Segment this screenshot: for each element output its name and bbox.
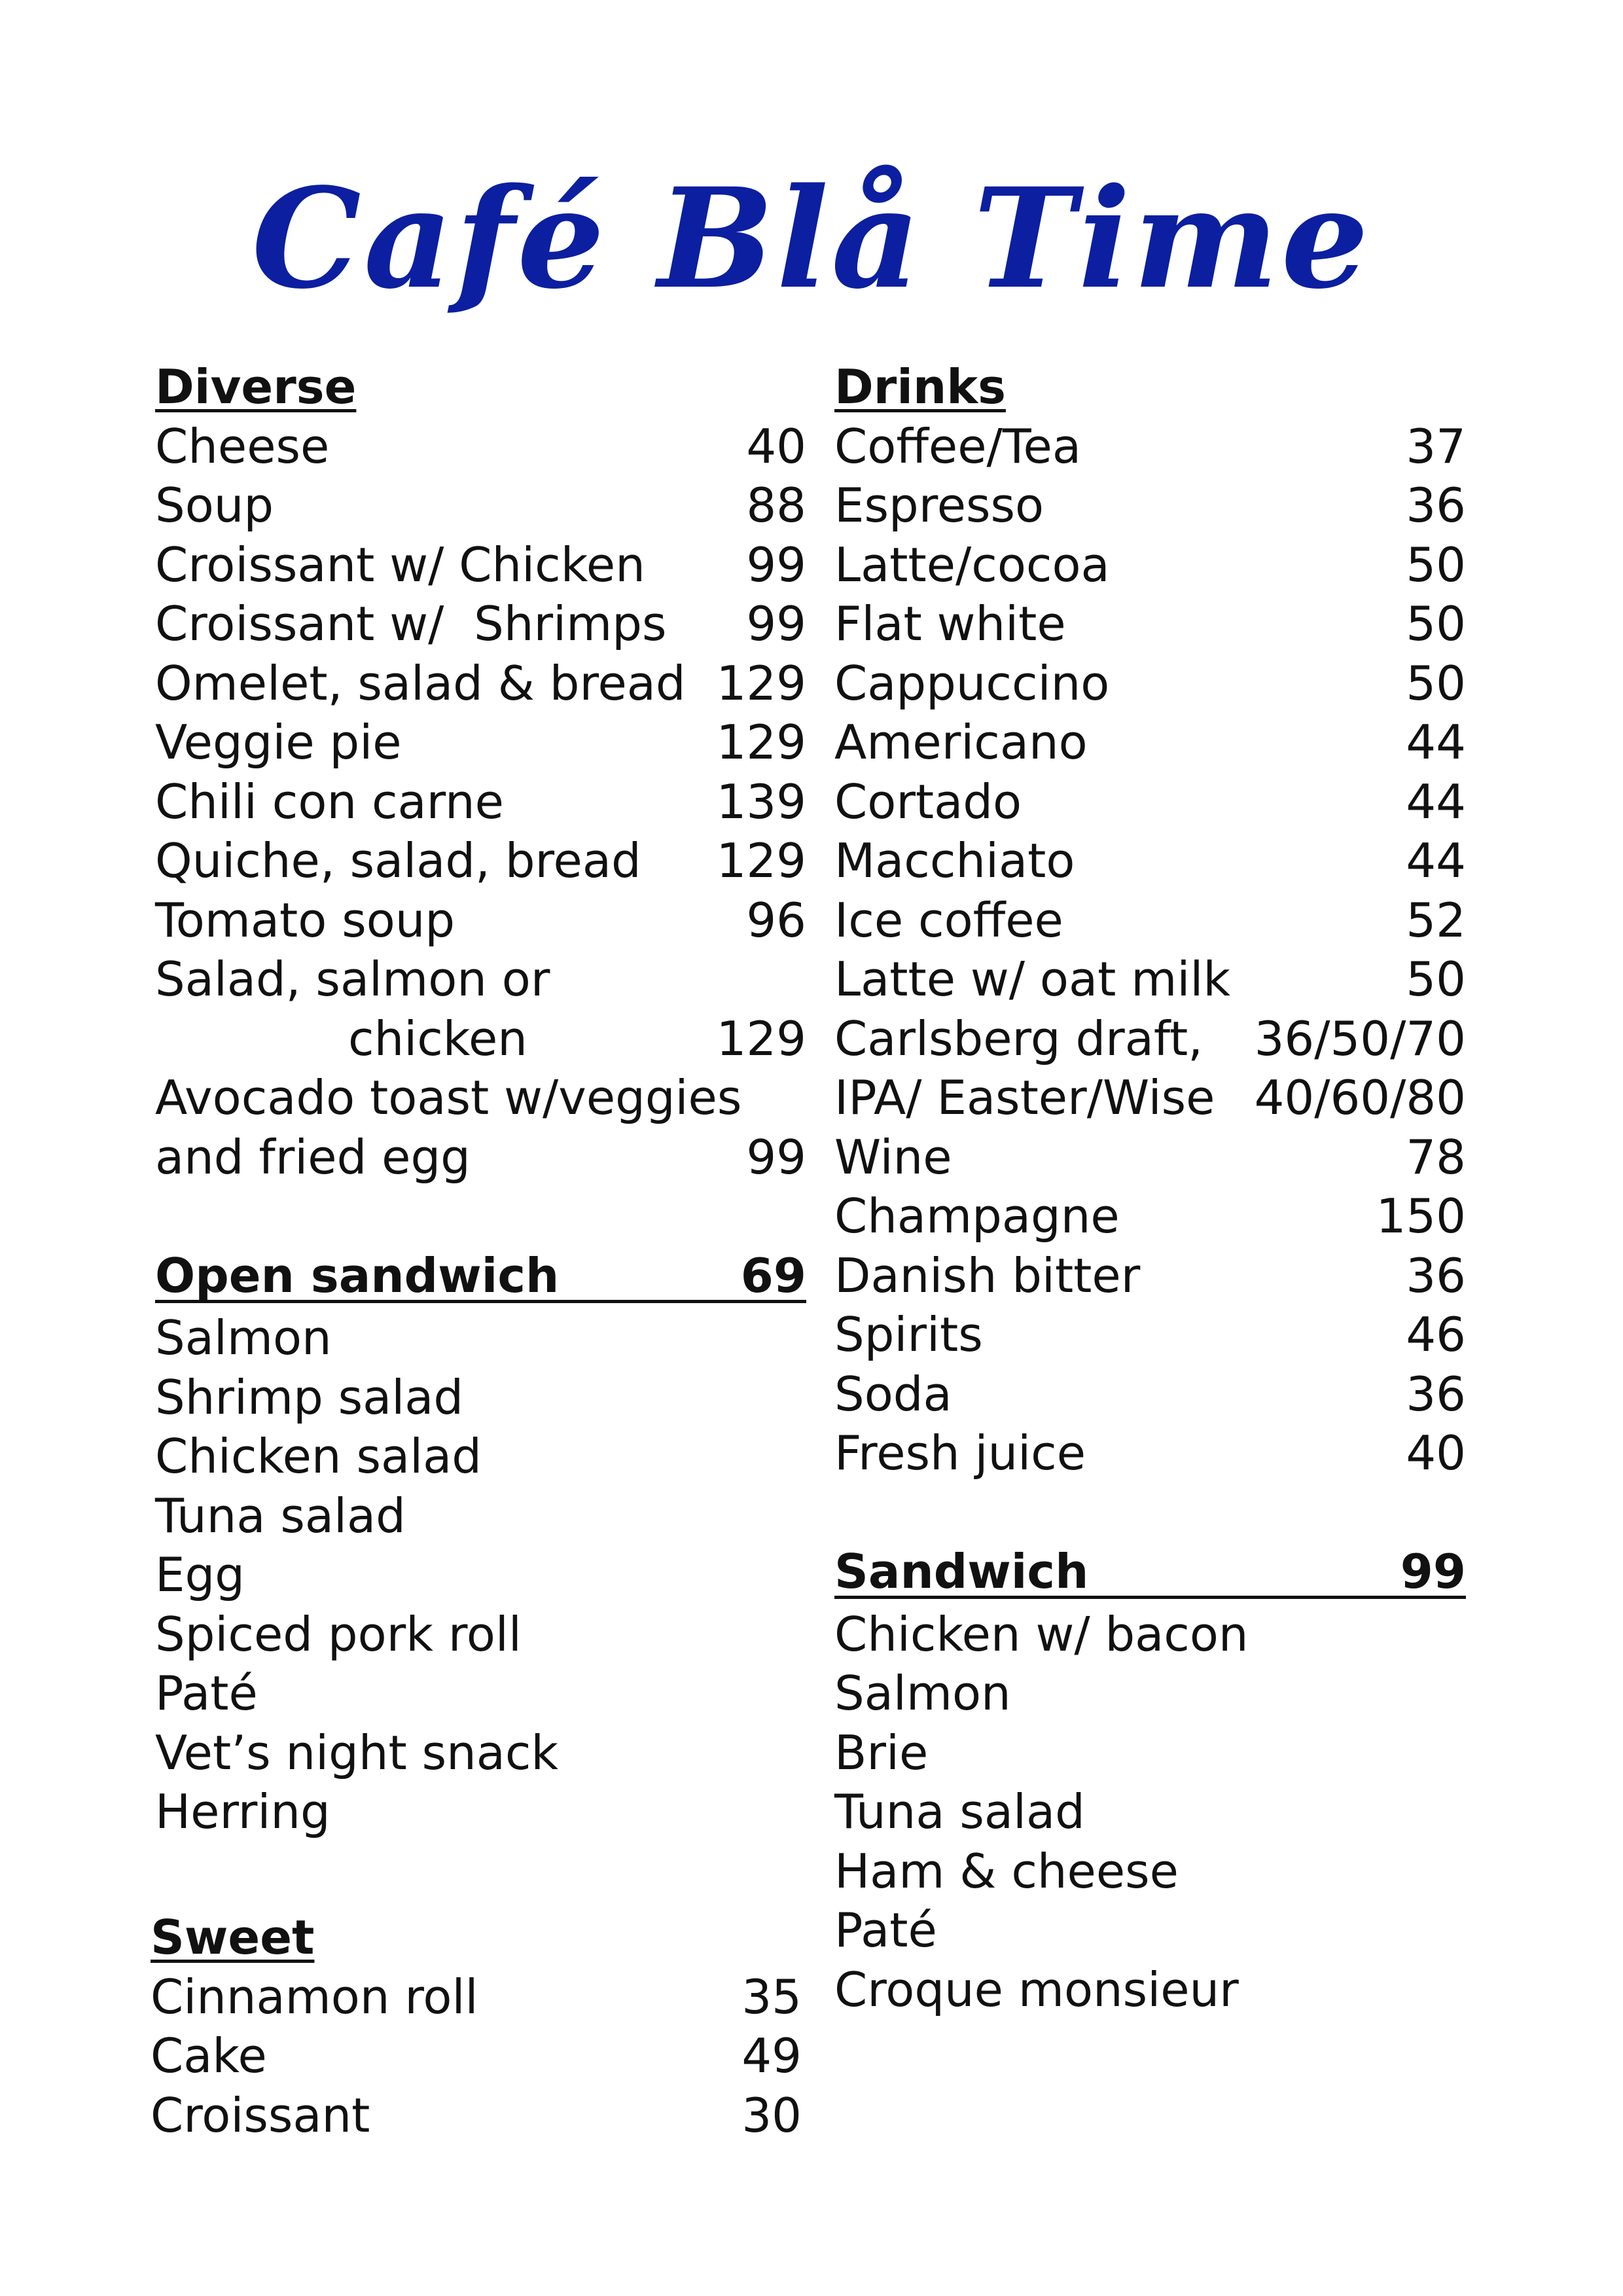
menu-item	[834, 1605, 1466, 1664]
item-price: 88	[746, 478, 806, 533]
menu-item	[834, 1424, 1466, 1483]
item-name: Croissant	[151, 2087, 370, 2143]
menu-item	[834, 1664, 1466, 1723]
item-name: Cake	[151, 2028, 267, 2083]
item-price: 40/60/80	[1254, 1070, 1466, 1125]
menu-item	[834, 594, 1466, 654]
section-gap	[834, 1483, 1466, 1543]
item-name: Shrimp salad	[155, 1369, 464, 1425]
item-name: Cinnamon roll	[151, 1969, 478, 2024]
item-price: 78	[1406, 1129, 1466, 1185]
item-name: Fresh juice	[834, 1426, 1086, 1480]
menu-item	[155, 1605, 806, 1664]
item-price: 150	[1376, 1189, 1466, 1244]
item-name: Paté	[155, 1666, 258, 1721]
menu-item	[834, 1128, 1466, 1187]
item-name: Salad, salmon or	[155, 952, 550, 1007]
item-name: Danish bitter	[834, 1247, 1141, 1303]
item-name: Croissant w/ Chicken	[155, 537, 645, 592]
item-price: 36	[1406, 1366, 1466, 1422]
menu-item	[834, 1246, 1466, 1306]
item-price: 36/50/70	[1254, 1011, 1466, 1066]
menu-item	[155, 713, 806, 772]
menu-item	[155, 1009, 806, 1069]
menu-item	[155, 1368, 806, 1427]
menu-item	[151, 2086, 802, 2145]
item-name: Salmon	[155, 1310, 332, 1365]
menu-item	[155, 950, 806, 1009]
menu-item	[155, 535, 806, 595]
menu-item	[151, 1967, 802, 2027]
menu-item	[151, 2026, 802, 2086]
menu-item	[834, 1068, 1466, 1128]
item-name: Coffee/Tea	[834, 418, 1081, 474]
item-name: Salmon	[834, 1666, 1011, 1721]
item-name: Croissant w/ Shrimps	[155, 596, 667, 651]
sweet-heading-label: Sweet	[151, 1910, 315, 1965]
item-price: 129	[716, 833, 806, 888]
menu-item	[155, 654, 806, 713]
item-name: Cortado	[834, 774, 1022, 829]
item-name: chicken	[348, 1011, 527, 1066]
diverse-heading	[155, 357, 806, 417]
item-price: 50	[1406, 952, 1466, 1007]
item-name: Cheese	[155, 418, 330, 474]
item-name: Spirits	[834, 1307, 983, 1362]
menu-item	[155, 1427, 806, 1486]
menu-item	[834, 831, 1466, 891]
open-sandwich-heading	[155, 1246, 806, 1303]
sweet-section	[151, 1908, 802, 2145]
item-price: 96	[746, 892, 806, 948]
item-name: Macchiato	[834, 833, 1075, 888]
menu-item	[155, 772, 806, 832]
menu-item	[155, 1782, 806, 1842]
menu-item	[155, 1545, 806, 1605]
item-name: Carlsberg draft,	[834, 1011, 1204, 1066]
drinks-heading-label: Drinks	[834, 359, 1006, 414]
item-name: Quiche, salad, bread	[155, 833, 641, 888]
item-price: 36	[1406, 1247, 1466, 1303]
item-price: 52	[1406, 892, 1466, 948]
sweet-list	[151, 1967, 802, 2145]
diverse-heading-label: Diverse	[155, 359, 357, 414]
item-name: Soup	[155, 478, 274, 533]
item-price: 99	[746, 1129, 806, 1185]
item-price: 49	[741, 2028, 802, 2083]
menu-item	[834, 535, 1466, 595]
item-name: Paté	[834, 1903, 937, 1958]
sandwich-list	[834, 1605, 1466, 2020]
open-sandwich-price: 69	[740, 1247, 806, 1303]
menu-item	[155, 1128, 806, 1187]
menu-item	[155, 476, 806, 535]
item-name: Soda	[834, 1366, 952, 1422]
menu-item	[155, 417, 806, 476]
menu-item	[834, 654, 1466, 713]
item-name: Champagne	[834, 1189, 1120, 1244]
item-price: 44	[1406, 774, 1466, 829]
open-sandwich-heading-label: Open sandwich	[155, 1247, 560, 1303]
item-name: Croque monsieur	[834, 1962, 1239, 2017]
item-name: Chicken w/ bacon	[834, 1606, 1249, 1662]
item-name: Tuna salad	[155, 1488, 406, 1543]
item-price: 46	[1406, 1307, 1466, 1362]
item-price: 40	[746, 418, 806, 474]
item-name: Veggie pie	[155, 715, 402, 770]
menu-item	[834, 476, 1466, 535]
item-price: 99	[746, 537, 806, 592]
item-name: Latte/cocoa	[834, 537, 1110, 592]
menu-item	[155, 594, 806, 654]
menu-item	[155, 1486, 806, 1546]
sandwich-heading-label: Sandwich	[834, 1544, 1089, 1599]
item-name: Chili con carne	[155, 774, 504, 829]
item-name: Latte w/ oat milk	[834, 952, 1231, 1007]
item-price: 50	[1406, 655, 1466, 711]
item-name: Brie	[834, 1725, 929, 1780]
item-name: Vet’s night snack	[155, 1725, 559, 1780]
item-price: 36	[1406, 478, 1466, 533]
menu-item	[834, 713, 1466, 772]
menu-item	[155, 1723, 806, 1783]
item-name: Tomato soup	[155, 892, 455, 948]
item-name: IPA/ Easter/Wise	[834, 1070, 1215, 1125]
item-name: Tuna salad	[834, 1784, 1085, 1839]
menu-item	[155, 1664, 806, 1723]
item-price: 129	[716, 655, 806, 711]
item-price: 35	[741, 1969, 802, 2024]
sandwich-price: 99	[1400, 1544, 1466, 1599]
menu-item	[834, 1365, 1466, 1424]
item-price: 44	[1406, 715, 1466, 770]
item-price: 50	[1406, 596, 1466, 651]
item-name: Spiced pork roll	[155, 1606, 522, 1662]
item-name: Avocado toast w/veggies	[155, 1070, 742, 1125]
item-name: Americano	[834, 715, 1088, 770]
item-price: 40	[1406, 1426, 1466, 1480]
item-name: Omelet, salad & bread	[155, 655, 686, 711]
cafe-title: Café Blå Time	[251, 158, 1372, 319]
item-name: Ham & cheese	[834, 1843, 1179, 1899]
menu-item	[834, 1782, 1466, 1842]
item-price: 30	[741, 2087, 802, 2143]
menu-item	[834, 1901, 1466, 1960]
sweet-heading	[151, 1908, 802, 1967]
menu-item	[155, 1068, 806, 1128]
menu-item	[155, 831, 806, 891]
menu-item	[155, 1308, 806, 1368]
menu-item	[834, 1187, 1466, 1246]
item-price: 37	[1406, 418, 1466, 474]
item-name: Ice coffee	[834, 892, 1063, 948]
item-price: 129	[716, 715, 806, 770]
menu-item	[834, 417, 1466, 476]
item-name: Chicken salad	[155, 1429, 482, 1484]
item-price: 44	[1406, 833, 1466, 888]
item-name: Herring	[155, 1784, 330, 1839]
item-price: 99	[746, 596, 806, 651]
menu-item	[834, 1723, 1466, 1783]
menu-item	[155, 891, 806, 950]
item-price: 129	[716, 1011, 806, 1066]
menu-item	[834, 1009, 1466, 1069]
menu-item	[834, 1305, 1466, 1365]
menu-item	[834, 1842, 1466, 1901]
menu-item	[834, 772, 1466, 832]
drinks-list	[834, 417, 1466, 1483]
menu-item	[834, 1960, 1466, 2020]
item-price: 50	[1406, 537, 1466, 592]
open-sandwich-list	[155, 1308, 806, 1842]
diverse-list	[155, 417, 806, 1187]
left-column	[155, 357, 806, 1842]
right-column	[834, 357, 1466, 2019]
item-name: Espresso	[834, 478, 1044, 533]
sandwich-heading	[834, 1542, 1466, 1599]
section-gap	[155, 1187, 806, 1246]
item-name: Egg	[155, 1547, 245, 1602]
item-price: 139	[716, 774, 806, 829]
item-name: and fried egg	[155, 1129, 471, 1185]
item-name: Flat white	[834, 596, 1066, 651]
drinks-heading	[834, 357, 1466, 417]
item-name: Wine	[834, 1129, 952, 1185]
menu-item	[834, 891, 1466, 950]
item-name: Cappuccino	[834, 655, 1110, 711]
menu-item	[834, 950, 1466, 1009]
